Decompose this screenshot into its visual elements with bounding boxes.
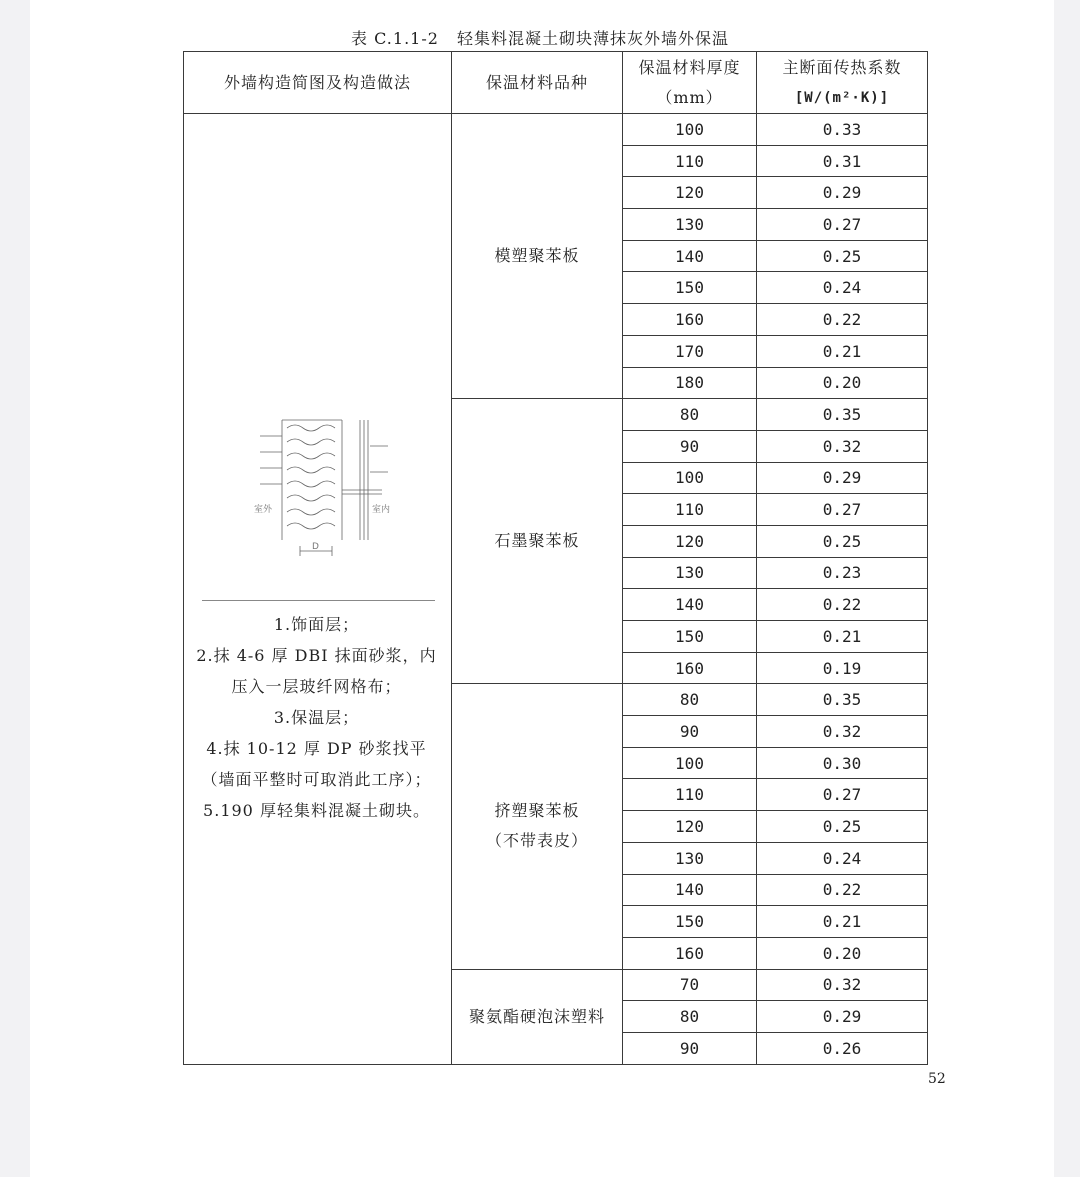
construction-step: 5.190 厚轻集料混凝土砌块。 bbox=[203, 800, 430, 820]
construction-step: 3.保温层； bbox=[273, 707, 360, 727]
thickness-cell: 80 bbox=[623, 684, 757, 716]
header-construction: 外墙构造简图及构造做法 bbox=[184, 52, 452, 114]
thickness-cell: 120 bbox=[623, 177, 757, 209]
coefficient-cell: 0.24 bbox=[757, 842, 928, 874]
block-hatch bbox=[282, 420, 342, 540]
thickness-cell: 70 bbox=[623, 969, 757, 1001]
material-name: 挤塑聚苯板 bbox=[494, 801, 580, 821]
coefficient-cell: 0.21 bbox=[757, 335, 928, 367]
thickness-cell: 130 bbox=[623, 557, 757, 589]
table-row bbox=[184, 114, 928, 146]
thickness-cell: 160 bbox=[623, 304, 757, 336]
thickness-cell: 120 bbox=[623, 525, 757, 557]
coefficient-cell: 0.35 bbox=[757, 684, 928, 716]
thickness-cell: 140 bbox=[623, 874, 757, 906]
thickness-cell: 110 bbox=[623, 779, 757, 811]
thickness-cell: 100 bbox=[623, 462, 757, 494]
thickness-cell: 90 bbox=[623, 1032, 757, 1064]
thickness-cell: 110 bbox=[623, 145, 757, 177]
coefficient-cell: 0.29 bbox=[757, 177, 928, 209]
thickness-cell: 90 bbox=[623, 716, 757, 748]
construction-cell bbox=[184, 114, 452, 1065]
construction-steps bbox=[192, 609, 441, 826]
material-name: （不带表皮） bbox=[485, 831, 588, 851]
coefficient-cell: 0.21 bbox=[757, 621, 928, 653]
page-number: 52 bbox=[928, 1071, 946, 1087]
coefficient-cell: 0.25 bbox=[757, 811, 928, 843]
coefficient-cell: 0.33 bbox=[757, 114, 928, 146]
coefficient-cell: 0.23 bbox=[757, 557, 928, 589]
coefficient-cell: 0.19 bbox=[757, 652, 928, 684]
divider-line bbox=[202, 600, 435, 601]
thickness-cell: 140 bbox=[623, 240, 757, 272]
header-coefficient-line1: 主断面传热系数 bbox=[782, 57, 902, 77]
thickness-cell: 80 bbox=[623, 399, 757, 431]
thickness-cell: 100 bbox=[623, 747, 757, 779]
table-title: 轻集料混凝土砌块薄抹灰外墙外保温 bbox=[456, 29, 729, 48]
thickness-cell: 100 bbox=[623, 114, 757, 146]
coefficient-cell: 0.20 bbox=[757, 937, 928, 969]
header-material: 保温材料品种 bbox=[452, 52, 623, 114]
thickness-cell: 140 bbox=[623, 589, 757, 621]
header-thickness-line1: 保温材料厚度 bbox=[638, 57, 741, 77]
coefficient-cell: 0.29 bbox=[757, 1001, 928, 1033]
coefficient-cell: 0.27 bbox=[757, 209, 928, 241]
coefficient-cell: 0.30 bbox=[757, 747, 928, 779]
material-name: 模塑聚苯板 bbox=[494, 246, 580, 266]
diagram-label-inside: 室内 bbox=[372, 504, 391, 515]
header-thickness bbox=[623, 52, 757, 114]
thickness-cell: 150 bbox=[623, 906, 757, 938]
diagram-label-outside: 室外 bbox=[254, 504, 273, 515]
thickness-cell: 160 bbox=[623, 937, 757, 969]
coefficient-cell: 0.32 bbox=[757, 716, 928, 748]
material-cell bbox=[452, 399, 623, 684]
coefficient-cell: 0.26 bbox=[757, 1032, 928, 1064]
coefficient-cell: 0.32 bbox=[757, 969, 928, 1001]
material-name: 石墨聚苯板 bbox=[494, 531, 580, 551]
coefficient-cell: 0.29 bbox=[757, 462, 928, 494]
coefficient-cell: 0.27 bbox=[757, 494, 928, 526]
table-code: 表 C.1.1-2 bbox=[351, 29, 439, 48]
coefficient-cell: 0.22 bbox=[757, 589, 928, 621]
header-thickness-line2: （mm） bbox=[656, 87, 723, 107]
coefficient-cell: 0.31 bbox=[757, 145, 928, 177]
coefficient-cell: 0.27 bbox=[757, 779, 928, 811]
construction-step: 4.抹 10-12 厚 DP 砂浆找平（墙面平整时可取消此工序）； bbox=[201, 738, 432, 789]
wall-section-diagram bbox=[232, 416, 402, 586]
coefficient-cell: 0.22 bbox=[757, 874, 928, 906]
thickness-cell: 150 bbox=[623, 621, 757, 653]
construction-step: 2.抹 4-6 厚 DBI 抹面砂浆，内压入一层玻纤网格布； bbox=[196, 645, 437, 696]
material-cell bbox=[452, 684, 623, 969]
header-coefficient bbox=[757, 52, 928, 114]
coefficient-cell: 0.24 bbox=[757, 272, 928, 304]
thickness-cell: 130 bbox=[623, 209, 757, 241]
thickness-cell: 90 bbox=[623, 430, 757, 462]
coefficient-cell: 0.21 bbox=[757, 906, 928, 938]
thickness-cell: 120 bbox=[623, 811, 757, 843]
coefficient-cell: 0.35 bbox=[757, 399, 928, 431]
header-row bbox=[184, 52, 928, 114]
thickness-cell: 110 bbox=[623, 494, 757, 526]
coefficient-cell: 0.20 bbox=[757, 367, 928, 399]
material-cell bbox=[452, 114, 623, 399]
material-cell bbox=[452, 969, 623, 1064]
construction-step: 1.饰面层； bbox=[273, 614, 360, 634]
thermal-table bbox=[183, 51, 928, 1065]
coefficient-cell: 0.25 bbox=[757, 240, 928, 272]
coefficient-cell: 0.25 bbox=[757, 525, 928, 557]
header-coefficient-line2: [W/(m²·K)] bbox=[794, 89, 890, 106]
coefficient-cell: 0.32 bbox=[757, 430, 928, 462]
thickness-cell: 130 bbox=[623, 842, 757, 874]
thickness-cell: 160 bbox=[623, 652, 757, 684]
material-name: 聚氨酯硬泡沫塑料 bbox=[468, 1006, 605, 1026]
thickness-cell: 180 bbox=[623, 367, 757, 399]
thickness-cell: 80 bbox=[623, 1001, 757, 1033]
coefficient-cell: 0.22 bbox=[757, 304, 928, 336]
thickness-cell: 170 bbox=[623, 335, 757, 367]
table-caption bbox=[0, 26, 1080, 49]
thickness-cell: 150 bbox=[623, 272, 757, 304]
diagram-label-d: D bbox=[312, 541, 319, 552]
